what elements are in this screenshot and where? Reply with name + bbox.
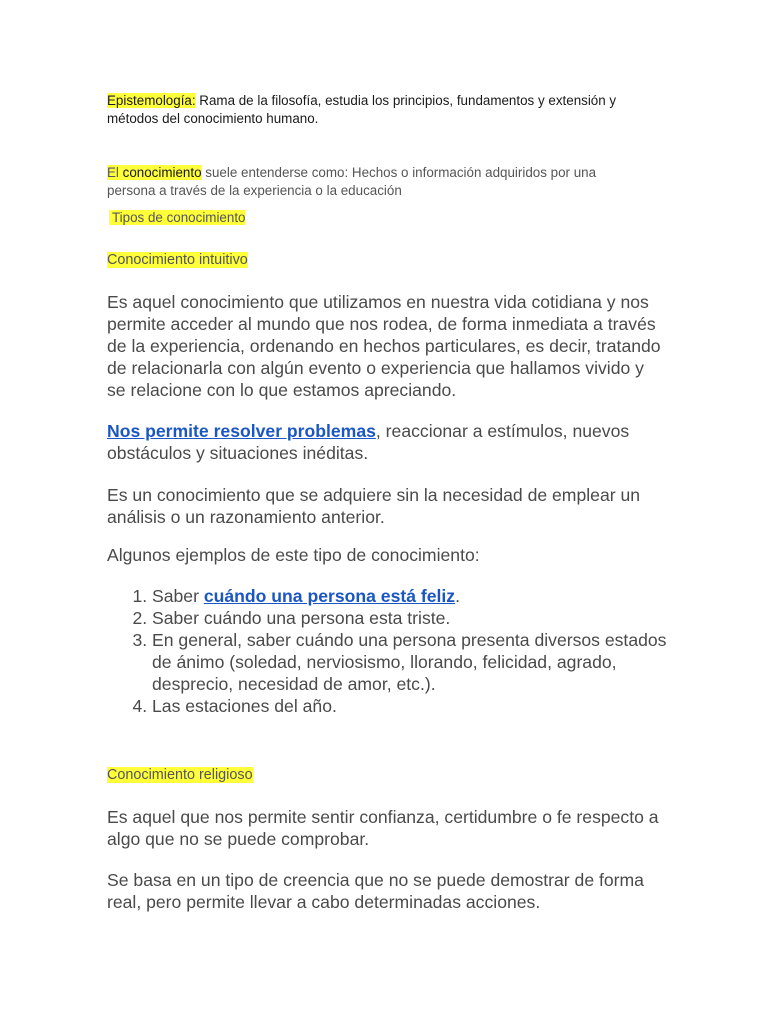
tipos-heading: [109, 209, 245, 227]
intuitivo-paragraph-2-rest: , reaccionar a estímulos, nuevos obstáculos y situaciones inéditas.: [107, 421, 630, 463]
examples-intro: Algunos ejemplos de este tipo de conocimiento:: [107, 545, 480, 565]
example-1-prefix: Saber: [152, 586, 204, 606]
list-item: 4. Las estaciones del año.: [152, 695, 667, 717]
religioso-heading: [107, 766, 253, 784]
persona-feliz-link[interactable]: cuándo una persona está feliz: [203, 586, 456, 606]
tipos-heading-text: Tipos de conocimiento: [109, 210, 245, 225]
list-item: 3. En general, saber cuándo una persona presenta diversos estados de ánimo (soledad, nerviosismo, llorando, felicidad, agrado, desprecio, necesidad de amor, etc.).: [152, 629, 667, 695]
religioso-heading-text: Conocimiento religioso: [107, 767, 253, 783]
list-item: 2. Saber cuándo una persona esta triste.: [152, 607, 667, 629]
examples-list: [107, 585, 667, 717]
conocimiento-prefix: El: [107, 165, 123, 180]
intuitivo-paragraph-1: Es aquel conocimiento que utilizamos en nuestra vida cotidiana y nos permite acceder al mundo que nos rodea, de forma inmediata a través de la experiencia, ordenando en hechos particulares, es decir, tratando de relacionarla con algún evento o experiencia que hallamos vivido y se relacione con lo que estamos apreciando.: [107, 292, 661, 400]
intuitivo-paragraph-2: [107, 420, 667, 464]
intuitivo-heading: [107, 251, 248, 269]
religioso-paragraph-1: Es aquel que nos permite sentir confianza, certidumbre o fe respecto a algo que no se puede comprobar.: [107, 807, 659, 849]
intuitivo-heading-text: Conocimiento intuitivo: [107, 252, 248, 268]
intuitivo-paragraph-3: Es un conocimiento que se adquiere sin la necesidad de emplear un análisis o un razonamiento anterior.: [107, 485, 641, 527]
epistemologia-term: Epistemología:: [107, 93, 196, 108]
list-item: [152, 585, 667, 607]
religioso-paragraph-2: Se basa en un tipo de creencia que no se puede demostrar de forma real, pero permite llevar a cabo determinadas acciones.: [107, 870, 644, 912]
epistemologia-definition: [107, 92, 647, 128]
conocimiento-text: suele entenderse como: Hechos o información adquiridos por una persona a través de la experiencia o la educación: [107, 165, 597, 198]
conocimiento-definition: [107, 164, 627, 200]
resolver-problemas-link[interactable]: Nos permite resolver problemas: [107, 421, 376, 441]
example-1-suffix: .: [455, 586, 460, 606]
conocimiento-term: conocimiento: [122, 165, 202, 180]
epistemologia-text: Rama de la filosofía, estudia los principios, fundamentos y extensión y métodos del conocimiento humano.: [107, 93, 617, 126]
